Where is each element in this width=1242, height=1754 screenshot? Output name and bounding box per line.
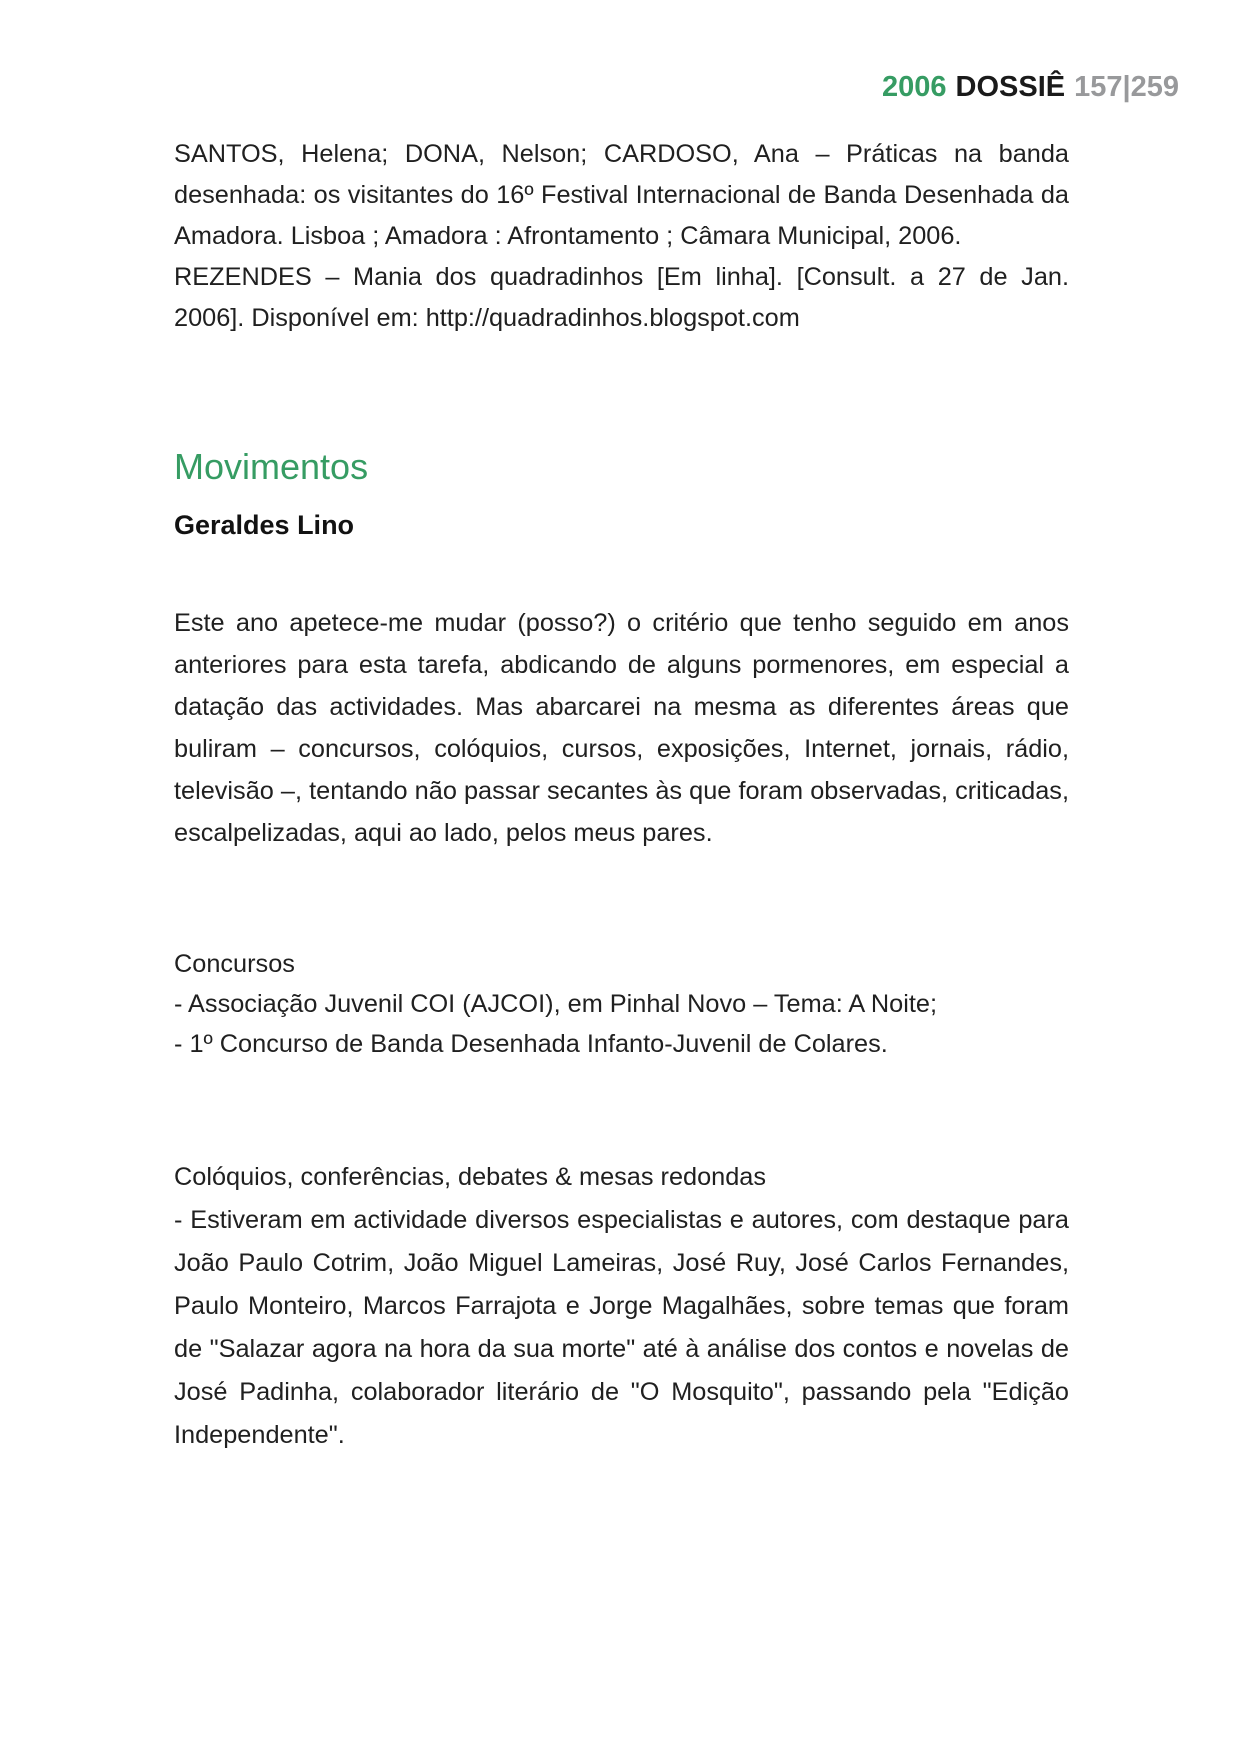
bibliography-block	[174, 134, 1069, 339]
reference-santos: SANTOS, Helena; DONA, Nelson; CARDOSO, Ana – Práticas na banda desenhada: os visitantes do 16º Festival Internacional de Banda Desenhada da Amadora. Lisboa ; Amadora : Afrontamento ; Câmara Municipal, 2006.	[174, 140, 1069, 250]
section-title: Movimentos	[174, 446, 369, 487]
concursos-section	[174, 944, 1069, 1064]
concursos-heading: Concursos	[174, 950, 295, 978]
coloquios-section	[174, 1156, 1069, 1457]
author-name: Geraldes Lino	[174, 510, 355, 540]
reference-rezendes: REZENDES – Mania dos quadradinhos [Em linha]. [Consult. a 27 de Jan. 2006]. Disponível em: http://quadradinhos.blogspot.com	[174, 263, 1069, 332]
coloquios-heading: Colóquios, conferências, debates & mesas redondas	[174, 1163, 767, 1191]
intro-paragraph: Este ano apetece-me mudar (posso?) o critério que tenho seguido em anos anteriores para esta tarefa, abdicando de alguns pormenores, em especial a datação das actividades. Mas abarcarei na mesma as diferentes áreas que buliram – concursos, colóquios, cursos, exposições, Internet, jornais, rádio, televisão –, tentando não passar secantes às que foram observadas, criticadas, escalpelizadas, aqui ao lado, pelos meus pares.	[174, 609, 1069, 847]
concursos-item: - Associação Juvenil COI (AJCOI), em Pinhal Novo – Tema: A Noite;	[174, 990, 937, 1018]
header-page-number: 157|259	[1074, 71, 1179, 103]
concursos-item: - 1º Concurso de Banda Desenhada Infanto-Juvenil de Colares.	[174, 1030, 888, 1058]
coloquios-paragraph: - Estiveram em actividade diversos especialistas e autores, com destaque para João Paulo Cotrim, João Miguel Lameiras, José Ruy, José Carlos Fernandes, Paulo Monteiro, Marcos Farrajota e Jorge Magalhães, sobre temas que foram de "Salazar agora na hora da sua morte" até à análise dos contos e novelas de José Padinha, colaborador literário de "O Mosquito", passando pela "Edição Independente".	[174, 1206, 1069, 1449]
header-year: 2006	[882, 71, 947, 103]
header-section-label: DOSSIÊ	[955, 71, 1066, 103]
page-header	[882, 70, 1179, 104]
